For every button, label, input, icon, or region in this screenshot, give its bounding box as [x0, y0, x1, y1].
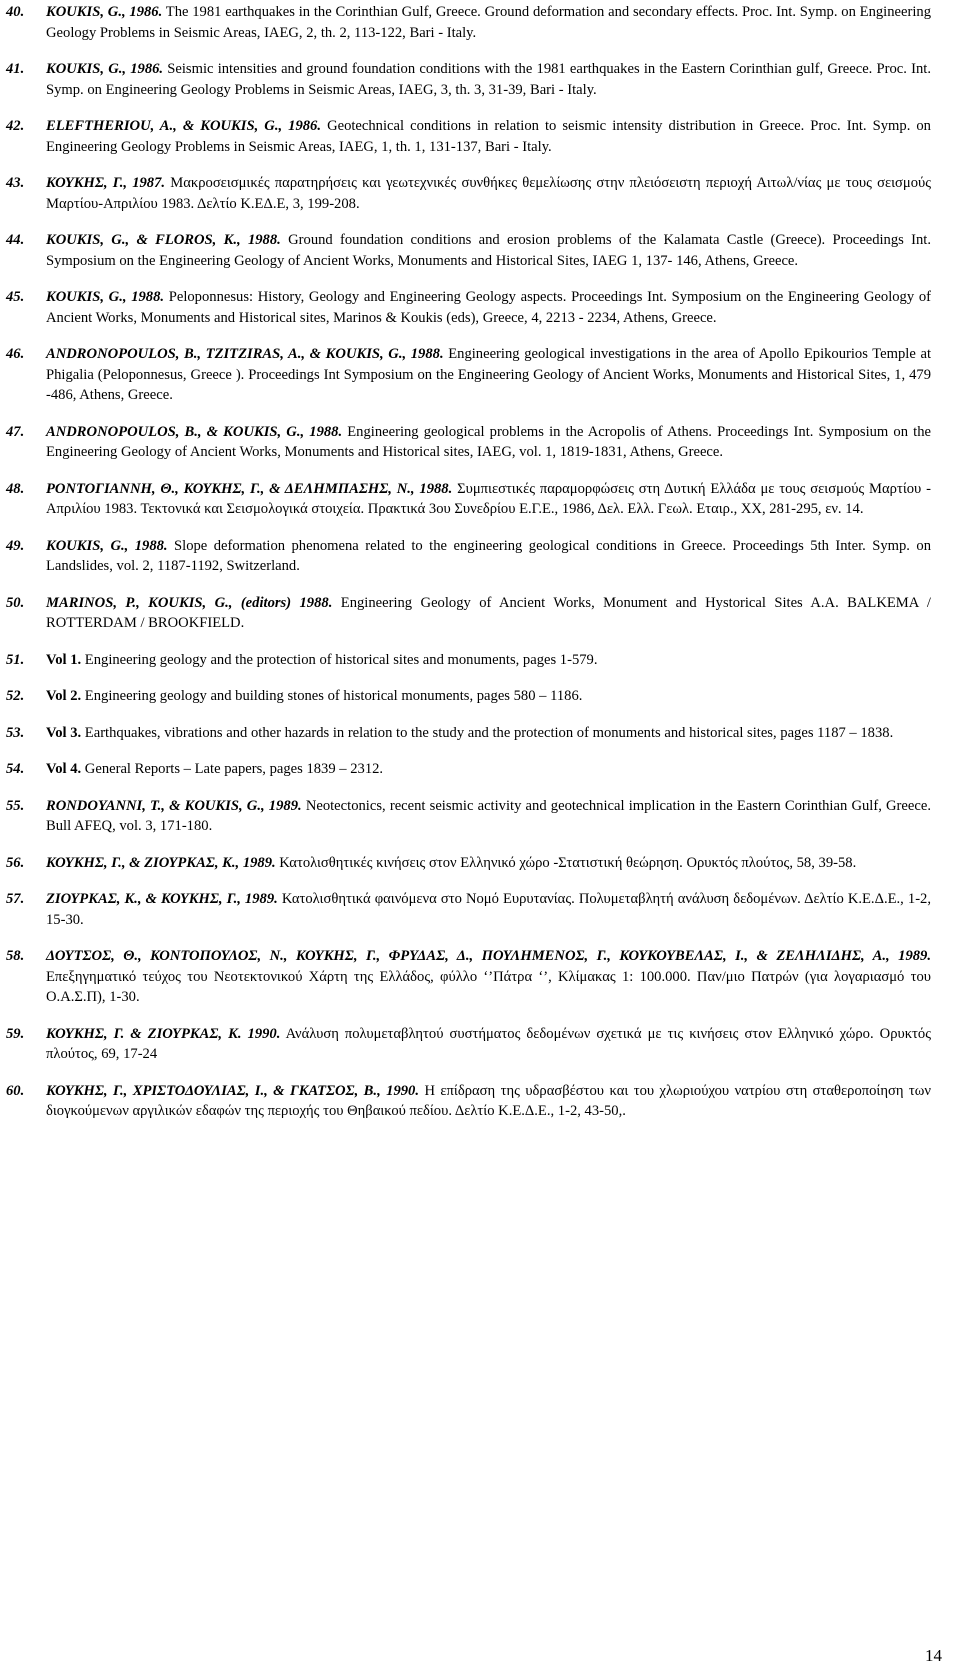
reference-authors: KOUKIS, G., & FLOROS, K., 1988.: [46, 232, 281, 248]
reference-number: 43.: [6, 175, 25, 191]
reference-text: General Reports – Late papers, pages 1839 – 2312.: [81, 761, 384, 777]
reference-authors: ΚΟΥΚΗΣ, Γ., ΧΡΙΣΤΟΔΟΥΛΙΑΣ, Ι., & ΓΚΑΤΣΟΣ, Β., 1990.: [46, 1082, 419, 1099]
reference-volume: Vol 3.: [46, 724, 82, 741]
reference-authors: RONDOYANNI, T., & KOUKIS, G., 1989.: [46, 797, 302, 814]
reference-text: Η επίδραση της υδρασβέστου και του χλωριούχου νατρίου στη σταθεροποίηση των διογκούμενων αργιλικών εδαφών της περιοχής του Θηβαικού πεδίου. Δελτίο Κ.Ε.Δ.Ε., 1-2, 43-50,.: [46, 1082, 931, 1119]
reference-item: [6, 759, 931, 780]
reference-item: [6, 889, 931, 930]
reference-authors: ΡΟΝΤΟΓΙΑΝΝΗ, Θ., ΚΟΥΚΗΣ, Γ., & ΔΕΛΗΜΠΑΣΗΣ, Ν., 1988.: [46, 480, 453, 497]
reference-item: [6, 422, 931, 463]
reference-authors: ΖΙΟΥΡΚΑΣ, Κ., & ΚΟΥΚΗΣ, Γ., 1989.: [46, 891, 278, 907]
reference-number: 51.: [6, 651, 25, 668]
reference-item: [6, 723, 931, 744]
reference-authors: KOUKIS, G., 1988.: [46, 289, 165, 305]
reference-volume: Vol 1.: [46, 651, 82, 668]
reference-item: [6, 1081, 931, 1122]
reference-authors: ELEFTHERIOU, A., & KOUKIS, G., 1986.: [46, 118, 322, 134]
reference-text: Peloponnesus: History, Geology and Engineering Geology aspects. Proceedings Int. Symposium on the Engineering Geology of Ancient Works, Monuments and Historical sites, Marinos & Koukis (eds), Greece, 4, 2213 - 2234, Athens, Greece.: [46, 289, 931, 326]
reference-text: Κατολισθητικές κινήσεις στον Ελληνικό χώρο -Στατιστική θεώρηση. Ορυκτός πλούτος, 58, 39-58.: [275, 854, 857, 871]
reference-volume: Vol 2.: [46, 688, 82, 704]
reference-text: The 1981 earthquakes in the Corinthian Gulf, Greece. Ground deformation and secondary effects. Proc. Int. Symp. on Engineering Geology Problems in Seismic Areas, IAEG, 2, th. 2, 113-122, Bari - Italy.: [46, 4, 931, 41]
reference-number: 40.: [6, 4, 25, 20]
reference-number: 45.: [6, 289, 25, 305]
reference-number: 59.: [6, 1025, 25, 1042]
reference-number: 58.: [6, 948, 25, 964]
reference-text: Slope deformation phenomena related to the engineering geological conditions in Greece. Proceedings 5th Inter. Symp. on Landslides, vol. 2, 1187-1192, Switzerland.: [46, 537, 931, 574]
reference-text: Engineering geological investigations in the area of Apollo Epikourios Temple at Phigalia (Peloponnesus, Greece ). Proceedings Int Symposium on the Engineering Geology of Ancient Works, Monuments and Historical Sites, 1, 479 -486, Athens, Greece.: [46, 346, 931, 403]
reference-authors: KOUKIS, G., 1986.: [46, 61, 164, 77]
reference-text: Ανάλυση πολυμεταβλητού συστήματος δεδομένων σχετικά με τις κινήσεις στον Ελληνικό χώρο. Ορυκτός πλούτος, 69, 17-24: [46, 1025, 931, 1062]
reference-number: 44.: [6, 232, 25, 248]
reference-text: Συμπιεστικές παραμορφώσεις στη Δυτική Ελλάδα με τους σεισμούς Μαρτίου - Απριλίου 1983. Τεκτονικά και Σεισμολογικά στοιχεία. Πρακτικά 3ου Συνεδρίου Ε.Γ.Ε., 1986, Δελ. Ελλ. Γεωλ. Εταιρ., ΧΧ, 281-295, εν. 14.: [46, 480, 931, 517]
reference-text: Επεξηγηματικό τεύχος του Νεοτεκτονικού Χάρτη της Ελλάδος, φύλλο ‘’Πάτρα ‘’, Κλίμακας 1: 100.000. Παν/μιο Πατρών (για λογαριασμό του Ο.Α.Σ.Π), 1-30.: [46, 968, 931, 1005]
reference-number: 57.: [6, 891, 25, 907]
reference-number: 50.: [6, 594, 25, 611]
reference-authors: ΚΟΥΚΗΣ, Γ., 1987.: [46, 175, 166, 191]
reference-authors: ANDRONOPOULOS, B., & KOUKIS, G., 1988.: [46, 423, 343, 440]
reference-item: [6, 686, 931, 707]
reference-text: Ground foundation conditions and erosion problems of the Kalamata Castle (Greece). Proceedings Int. Symposium on the Engineering Geology of Ancient Works, Monuments and Historical Sites, IAEG 1, 137- 146, Athens, Greece.: [46, 232, 931, 269]
reference-item: [6, 479, 931, 520]
reference-item: [6, 853, 931, 874]
reference-item: [6, 650, 931, 671]
reference-number: 47.: [6, 423, 25, 440]
reference-text: Neotectonics, recent seismic activity and geotechnical implication in the Eastern Corinthian Gulf, Greece. Bull AFEQ, vol. 3, 171-180.: [46, 797, 931, 834]
reference-authors: ΚΟΥΚΗΣ, Γ., & ΖΙΟΥΡΚΑΣ, Κ., 1989.: [46, 854, 276, 871]
reference-number: 60.: [6, 1082, 25, 1099]
reference-item: [6, 536, 931, 577]
reference-authors: ΚΟΥΚΗΣ, Γ. & ΖΙΟΥΡΚΑΣ, Κ. 1990.: [46, 1025, 281, 1042]
page-number: 14: [925, 1646, 942, 1665]
reference-number: 48.: [6, 480, 25, 497]
reference-item: [6, 59, 931, 100]
reference-volume: Vol 4.: [46, 761, 82, 777]
reference-item: [6, 287, 931, 328]
reference-number: 46.: [6, 346, 25, 362]
reference-number: 49.: [6, 537, 25, 554]
reference-authors: MARINOS, P., KOUKIS, G., (editors) 1988.: [46, 594, 333, 611]
reference-item: [6, 796, 931, 837]
reference-text: Engineering geological problems in the Acropolis of Athens. Proceedings Int. Symposium on the Engineering Geology of Ancient Works, Monuments and Historical sites, IAEG, vol. 1, 1819-1831, Athens, Greece.: [46, 423, 931, 460]
reference-item: [6, 2, 931, 43]
reference-number: 42.: [6, 118, 25, 134]
reference-authors: KOUKIS, G., 1986.: [46, 4, 163, 20]
reference-item: [6, 1024, 931, 1065]
reference-number: 56.: [6, 854, 25, 871]
reference-authors: ΔΟΥΤΣΟΣ, Θ., ΚΟΝΤΟΠΟΥΛΟΣ, Ν., ΚΟΥΚΗΣ, Γ., ΦΡΥΔΑΣ, Δ., ΠΟΥΛΗΜΕΝΟΣ, Γ., ΚΟΥΚΟΥΒΕΛΑΣ, Ι., & ΖΕΛΗΛΙΔΗΣ, Α., 1989.: [46, 948, 931, 964]
reference-item: [6, 116, 931, 157]
reference-text: Earthquakes, vibrations and other hazards in relation to the study and the protection of monuments and historical sites, pages 1187 – 1838.: [81, 724, 894, 741]
reference-list: [6, 2, 931, 1138]
reference-text: Engineering Geology of Ancient Works, Monument and Hystorical Sites A.A. BALKEMA / ROTTERDAM / BROOKFIELD.: [46, 594, 931, 631]
reference-item: [6, 344, 931, 406]
reference-number: 41.: [6, 61, 25, 77]
reference-authors: KOUKIS, G., 1988.: [46, 537, 168, 554]
reference-number: 53.: [6, 724, 25, 741]
reference-number: 54.: [6, 761, 25, 777]
reference-item: [6, 173, 931, 214]
reference-text: Seismic intensities and ground foundation conditions with the 1981 earthquakes in the Eastern Corinthian gulf, Greece. Proc. Int. Symp. on Engineering Geology Problems in Seismic Areas, IAEG, 3, th. 3, 31-39, Bari - Italy.: [46, 61, 931, 98]
reference-text: Κατολισθητικά φαινόμενα στο Νομό Ευρυτανίας. Πολυμεταβλητή ανάλυση δεδομένων. Δελτίο Κ.Ε.Δ.Ε., 1-2, 15-30.: [46, 891, 932, 928]
reference-text: Μακροσεισμικές παρατηρήσεις και γεωτεχνικές συνθήκες θεμελίωσης στην πλειόσειστη περιοχή Αιτωλ/νίας με τους σεισμούς Μαρτίου-Απριλίου 1983. Δελτίο Κ.ΕΔ.Ε, 3, 199-208.: [46, 175, 931, 212]
reference-text: Engineering geology and the protection of historical sites and monuments, pages 1-579.: [81, 651, 598, 668]
reference-text: Engineering geology and building stones of historical monuments, pages 580 – 1186.: [81, 688, 583, 704]
reference-item: [6, 946, 931, 1008]
reference-number: 55.: [6, 797, 25, 814]
reference-item: [6, 593, 931, 634]
reference-authors: ANDRONOPOULOS, B., TZITZIRAS, A., & KOUKIS, G., 1988.: [46, 346, 444, 362]
reference-text: Geotechnical conditions in relation to seismic intensity distribution in Greece. Proc. Int. Symp. on Engineering Geology Problems in Seismic Areas, IAEG, 1, th. 1, 131-137, Bari - Italy.: [46, 118, 931, 155]
reference-number: 52.: [6, 688, 25, 704]
reference-item: [6, 230, 931, 271]
